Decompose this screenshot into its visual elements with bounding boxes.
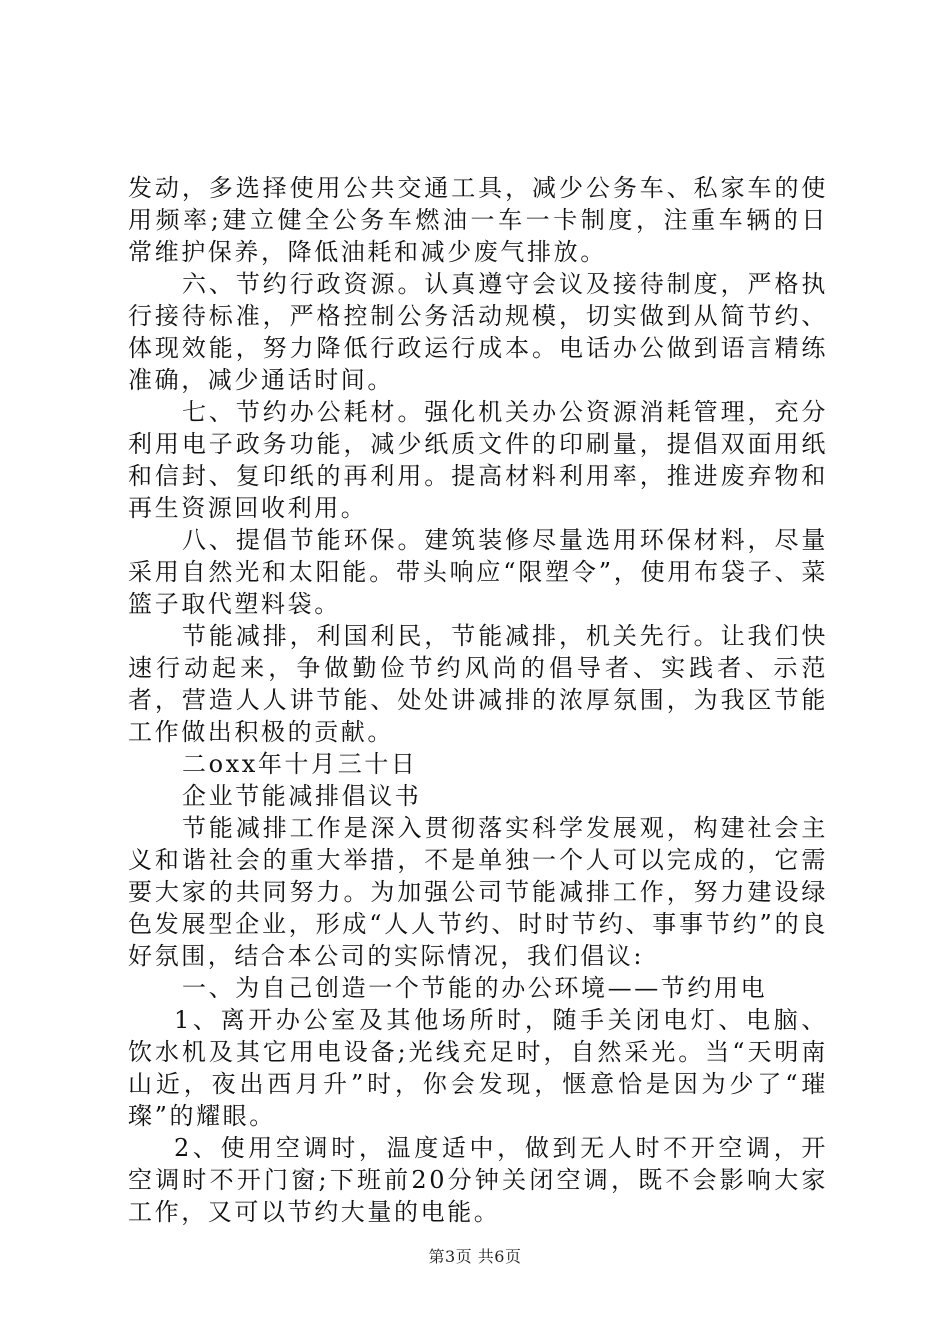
paragraph-closing-call: 节能减排，利国利民，节能减排，机关先行。让我们快速行动起来，争做勤俭节约风尚的倡导者、实践者、示范者，营造人人讲节能、处处讲减排的浓厚氛围，为我区节能工作做出积极的贡献。 [128,622,828,746]
paragraph-enterprise-intro: 节能减排工作是深入贯彻落实科学发展观，构建社会主义和谐社会的重大举措，不是单独一个人可以完成的，它需要大家的共同努力。为加强公司节能减排工作，努力建设绿色发展型企业，形成“人人节约、时时节约、事事节约”的良好氛围，结合本公司的实际情况，我们倡议: [128,814,828,970]
paragraph-eco-friendly: 八、提倡节能环保。建筑装修尽量选用环保材料，尽量采用自然光和太阳能。带头响应“限塑令”，使用布袋子、菜篮子取代塑料袋。 [128,526,828,618]
paragraph-item-2: 2、使用空调时，温度适中，做到无人时不开空调，开空调时不开门窗;下班前20分钟关闭空调，既不会影响大家工作，又可以节约大量的电能。 [128,1134,828,1226]
document-body [128,172,828,1228]
section-title: 企业节能减排倡议书 [182,782,422,810]
paragraph-admin-resources: 六、节约行政资源。认真遵守会议及接待制度，严格执行接待标准，严格控制公务活动规模，切实做到从简节约、体现效能，努力降低行政运行成本。电话办公做到语言精练准确，减少通话时间。 [128,270,828,394]
heading-save-electricity: 一、为自己创造一个节能的办公环境——节约用电 [182,974,768,1002]
page-footer: 第3页 共6页 [428,1247,522,1266]
paragraph-vehicle-usage: 发动，多选择使用公共交通工具，减少公务车、私家车的使用频率;建立健全公务车燃油一车一卡制度，注重车辆的日常维护保养，降低油耗和减少废气排放。 [128,174,828,266]
date-line: 二oxx年十月三十日 [182,750,418,778]
paragraph-item-1: 1、离开办公室及其他场所时，随手关闭电灯、电脑、饮水机及其它用电设备;光线充足时，自然采光。当“天明南山近，夜出西月升”时，你会发现，惬意恰是因为少了“璀璨”的耀眼。 [128,1006,828,1130]
paragraph-office-supplies: 七、节约办公耗材。强化机关办公资源消耗管理，充分利用电子政务功能，减少纸质文件的印刷量，提倡双面用纸和信封、复印纸的再利用。提高材料利用率，推进废弃物和再生资源回收利用。 [128,398,828,522]
